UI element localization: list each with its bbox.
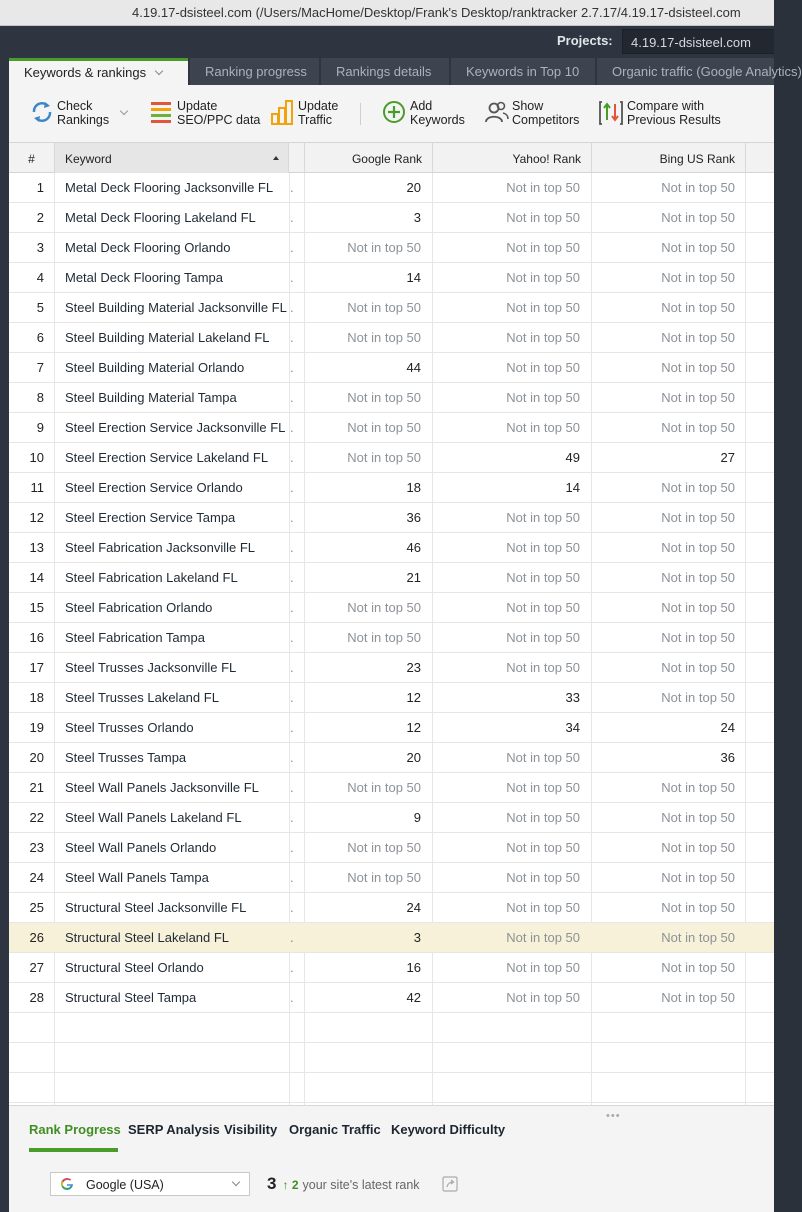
google-logo-icon — [60, 1177, 74, 1191]
rank-change — [282, 1178, 298, 1192]
row-number: 2 — [36, 210, 44, 225]
col-header-number[interactable]: # — [9, 143, 55, 173]
extra-cell: . — [290, 240, 294, 255]
yahoo-rank-cell: Not in top 50 — [506, 510, 580, 525]
google-rank-cell: 20 — [406, 180, 421, 195]
sort-ascending-icon — [273, 156, 279, 160]
google-rank-cell: 12 — [406, 720, 421, 735]
row-number: 1 — [36, 180, 44, 195]
keyword-cell: Steel Erection Service Orlando — [65, 480, 243, 495]
keyword-cell: Structural Steel Orlando — [65, 960, 204, 975]
table-row[interactable] — [9, 713, 774, 743]
tab-rank-progress[interactable]: Rank Progress — [29, 1122, 121, 1137]
extra-cell: . — [290, 210, 294, 225]
google-rank-cell: 42 — [406, 990, 421, 1005]
update-seo-label-1: Update — [177, 99, 218, 113]
table-row[interactable] — [9, 203, 774, 233]
keyword-cell: Metal Deck Flooring Tampa — [65, 270, 223, 285]
rank-change-value: 2 — [291, 1178, 299, 1192]
yahoo-rank-cell: Not in top 50 — [506, 300, 580, 315]
yahoo-rank-cell: 33 — [565, 690, 580, 705]
tab-ranking-progress[interactable] — [190, 58, 319, 85]
bing-rank-cell: Not in top 50 — [661, 690, 735, 705]
table-row[interactable] — [9, 443, 774, 473]
row-number: 17 — [29, 660, 44, 675]
keyword-cell: Steel Building Material Lakeland FL — [65, 330, 270, 345]
keyword-cell: Metal Deck Flooring Lakeland FL — [65, 210, 256, 225]
table-row[interactable] — [9, 173, 774, 203]
tab-label: Rankings details — [336, 64, 432, 79]
active-tab-indicator — [29, 1148, 118, 1152]
row-number: 28 — [29, 990, 44, 1005]
projects-label: Projects: — [557, 33, 613, 48]
row-number: 22 — [29, 810, 44, 825]
table-row[interactable] — [9, 923, 774, 953]
toolbar — [9, 85, 774, 143]
extra-cell: . — [290, 960, 294, 975]
keyword-cell: Steel Erection Service Lakeland FL — [65, 450, 269, 465]
table-row[interactable] — [9, 653, 774, 683]
keyword-cell: Steel Building Material Tampa — [65, 390, 237, 405]
yahoo-rank-cell: Not in top 50 — [506, 240, 580, 255]
chevron-down-icon[interactable] — [155, 67, 163, 75]
google-rank-cell: 36 — [406, 510, 421, 525]
row-number: 20 — [29, 750, 44, 765]
row-number: 24 — [29, 870, 44, 885]
table-row[interactable] — [9, 563, 774, 593]
bing-rank-cell: Not in top 50 — [661, 870, 735, 885]
compare-results-button[interactable] — [599, 98, 729, 128]
yahoo-rank-cell: Not in top 50 — [506, 360, 580, 375]
tab-keywords-rankings[interactable] — [9, 58, 188, 85]
row-number: 10 — [29, 450, 44, 465]
google-rank-cell: 3 — [413, 210, 421, 225]
google-rank-cell: Not in top 50 — [347, 300, 421, 315]
yahoo-rank-cell: Not in top 50 — [506, 660, 580, 675]
google-rank-cell: Not in top 50 — [347, 450, 421, 465]
bing-rank-cell: Not in top 50 — [661, 330, 735, 345]
row-number: 13 — [29, 540, 44, 555]
yahoo-rank-cell: Not in top 50 — [506, 540, 580, 555]
toolbar-divider — [360, 103, 361, 125]
extra-cell: . — [290, 540, 294, 555]
google-rank-cell: Not in top 50 — [347, 630, 421, 645]
yahoo-rank-cell: Not in top 50 — [506, 780, 580, 795]
bing-rank-cell: 27 — [720, 450, 735, 465]
extra-cell: . — [290, 390, 294, 405]
keyword-cell: Steel Trusses Tampa — [65, 750, 187, 765]
bing-rank-cell: Not in top 50 — [661, 390, 735, 405]
window-titlebar — [0, 0, 774, 26]
table-row[interactable] — [9, 263, 774, 293]
google-rank-cell: 23 — [406, 660, 421, 675]
google-rank-cell: Not in top 50 — [347, 330, 421, 345]
extra-cell: . — [290, 690, 294, 705]
extra-cell: . — [290, 270, 294, 285]
keyword-cell: Steel Building Material Jacksonville FL — [65, 300, 287, 315]
col-header-keyword-label: Keyword — [65, 152, 112, 166]
left-strip — [0, 58, 9, 1212]
yahoo-rank-cell: 49 — [565, 450, 580, 465]
table-row[interactable] — [9, 803, 774, 833]
table-row[interactable] — [9, 983, 774, 1013]
keyword-cell: Steel Wall Panels Jacksonville FL — [65, 780, 259, 795]
bing-rank-cell: Not in top 50 — [661, 180, 735, 195]
bing-rank-cell: Not in top 50 — [661, 540, 735, 555]
row-number: 7 — [36, 360, 44, 375]
extra-cell: . — [290, 180, 294, 195]
add-keywords-label-1: Add — [410, 99, 433, 113]
extra-cell: . — [290, 660, 294, 675]
bing-rank-cell: Not in top 50 — [661, 360, 735, 375]
row-number: 6 — [36, 330, 44, 345]
extra-cell: . — [290, 870, 294, 885]
refresh-icon — [29, 98, 55, 126]
check-rankings-dropdown-icon[interactable] — [120, 107, 128, 115]
google-rank-cell: 20 — [406, 750, 421, 765]
add-keywords-button[interactable] — [382, 98, 472, 128]
yahoo-rank-cell: Not in top 50 — [506, 210, 580, 225]
row-number: 18 — [29, 690, 44, 705]
tab-keyword-difficulty[interactable]: Keyword Difficulty — [391, 1122, 506, 1137]
table-row[interactable] — [9, 233, 774, 263]
table-row[interactable] — [9, 293, 774, 323]
keyword-cell: Steel Fabrication Jacksonville FL — [65, 540, 256, 555]
bing-rank-cell: Not in top 50 — [661, 210, 735, 225]
table-header — [9, 143, 774, 173]
tab-keywords-top10[interactable] — [451, 58, 595, 85]
yahoo-rank-cell: Not in top 50 — [506, 840, 580, 855]
bing-rank-cell: Not in top 50 — [661, 420, 735, 435]
keyword-cell: Structural Steel Lakeland FL — [65, 930, 230, 945]
yahoo-rank-cell: Not in top 50 — [506, 390, 580, 405]
keyword-cell: Structural Steel Tampa — [65, 990, 197, 1005]
row-number: 27 — [29, 960, 44, 975]
keyword-cell: Steel Erection Service Tampa — [65, 510, 236, 525]
table-row[interactable] — [9, 503, 774, 533]
show-competitors-button[interactable] — [484, 98, 584, 128]
window-title: 4.19.17-dsisteel.com (/Users/MacHome/Desktop/Frank's Desktop/ranktracker 2.7.17/4.19.17-dsisteel.com — [132, 5, 741, 20]
show-competitors-label-1: Show — [512, 99, 544, 113]
projects-bar — [0, 26, 774, 58]
table-row[interactable] — [9, 533, 774, 563]
tab-label: Organic traffic (Google Analytics) — [612, 64, 802, 79]
keyword-cell: Steel Wall Panels Orlando — [65, 840, 217, 855]
yahoo-rank-cell: 14 — [565, 480, 580, 495]
table-row[interactable] — [9, 953, 774, 983]
bing-rank-cell: Not in top 50 — [661, 810, 735, 825]
latest-rank — [267, 1174, 420, 1194]
google-rank-cell: 21 — [406, 570, 421, 585]
yahoo-rank-cell: Not in top 50 — [506, 960, 580, 975]
bottom-panel — [9, 1105, 774, 1212]
google-rank-cell: Not in top 50 — [347, 420, 421, 435]
row-number: 12 — [29, 510, 44, 525]
yahoo-rank-cell: Not in top 50 — [506, 180, 580, 195]
table-row[interactable] — [9, 833, 774, 863]
row-number: 11 — [30, 480, 44, 495]
row-number: 23 — [29, 840, 44, 855]
search-engine-value: Google (USA) — [86, 1178, 164, 1192]
bing-rank-cell: Not in top 50 — [661, 990, 735, 1005]
check-rankings-button[interactable] — [29, 98, 115, 128]
bing-rank-cell: Not in top 50 — [661, 780, 735, 795]
rank-value: 3 — [267, 1174, 277, 1193]
bing-rank-cell: Not in top 50 — [661, 510, 735, 525]
col-header-keyword[interactable] — [55, 143, 289, 173]
table-row[interactable] — [9, 473, 774, 503]
col-header-yahoo[interactable]: Yahoo! Rank — [433, 143, 592, 173]
row-number: 4 — [36, 270, 44, 285]
keyword-cell: Steel Trusses Lakeland FL — [65, 690, 219, 705]
tab-serp-analysis[interactable]: SERP Analysis — [128, 1122, 220, 1137]
row-number: 14 — [29, 570, 44, 585]
keyword-cell: Steel Fabrication Lakeland FL — [65, 570, 238, 585]
col-header-bing[interactable]: Bing US Rank — [592, 143, 746, 173]
table-row[interactable] — [9, 743, 774, 773]
keyword-cell: Steel Fabrication Orlando — [65, 600, 213, 615]
tab-label: Keywords in Top 10 — [466, 64, 580, 79]
row-number: 5 — [36, 300, 44, 315]
row-number: 3 — [36, 240, 44, 255]
keyword-cell: Steel Building Material Orlando — [65, 360, 245, 375]
google-rank-cell: Not in top 50 — [347, 780, 421, 795]
bing-rank-cell: Not in top 50 — [661, 240, 735, 255]
tab-organic-traffic[interactable] — [597, 58, 802, 85]
extra-cell: . — [290, 810, 294, 825]
google-rank-cell: 46 — [406, 540, 421, 555]
google-rank-cell: 16 — [406, 960, 421, 975]
extra-cell: . — [290, 720, 294, 735]
google-rank-cell: 9 — [413, 810, 421, 825]
extra-cell: . — [290, 300, 294, 315]
row-number: 19 — [29, 720, 44, 735]
resize-grip-icon[interactable]: ••• — [606, 1110, 621, 1122]
row-number: 15 — [29, 600, 44, 615]
google-rank-cell: Not in top 50 — [347, 870, 421, 885]
compare-label-2: Previous Results — [627, 113, 721, 127]
search-engine-select[interactable] — [50, 1172, 250, 1196]
check-rankings-label-2: Rankings — [57, 113, 110, 127]
yahoo-rank-cell: 34 — [565, 720, 580, 735]
row-number: 8 — [36, 390, 44, 405]
bing-rank-cell: Not in top 50 — [661, 480, 735, 495]
yahoo-rank-cell: Not in top 50 — [506, 600, 580, 615]
update-traffic-button[interactable] — [270, 98, 350, 128]
google-rank-cell: Not in top 50 — [347, 390, 421, 405]
yahoo-rank-cell: Not in top 50 — [506, 420, 580, 435]
users-icon — [484, 98, 510, 126]
keyword-cell: Steel Trusses Orlando — [65, 720, 194, 735]
table-row[interactable] — [9, 323, 774, 353]
bing-rank-cell: Not in top 50 — [661, 270, 735, 285]
extra-cell: . — [290, 780, 294, 795]
bing-rank-cell: 24 — [720, 720, 735, 735]
google-rank-cell: 44 — [406, 360, 421, 375]
extra-cell: . — [290, 330, 294, 345]
extra-cell: . — [290, 630, 294, 645]
bing-rank-cell: Not in top 50 — [661, 840, 735, 855]
bing-rank-cell: Not in top 50 — [661, 960, 735, 975]
keyword-cell: Steel Wall Panels Tampa — [65, 870, 209, 885]
table-row[interactable] — [9, 893, 774, 923]
table-row[interactable] — [9, 863, 774, 893]
col-header-google[interactable]: Google Rank — [305, 143, 433, 173]
bing-rank-cell: Not in top 50 — [661, 300, 735, 315]
extra-cell: . — [290, 450, 294, 465]
check-rankings-label-1: Check — [57, 99, 93, 113]
row-number: 21 — [29, 780, 44, 795]
extra-cell: . — [290, 840, 294, 855]
export-icon[interactable] — [442, 1176, 458, 1192]
update-traffic-label-1: Update — [298, 99, 339, 113]
rank-description: your site's latest rank — [302, 1178, 420, 1192]
google-rank-cell: 12 — [406, 690, 421, 705]
keyword-cell: Metal Deck Flooring Orlando — [65, 240, 231, 255]
extra-cell: . — [290, 570, 294, 585]
keyword-cell: Structural Steel Jacksonville FL — [65, 900, 247, 915]
table-row[interactable] — [9, 413, 774, 443]
extra-cell: . — [290, 600, 294, 615]
yahoo-rank-cell: Not in top 50 — [506, 900, 580, 915]
google-rank-cell: 3 — [413, 930, 421, 945]
yahoo-rank-cell: Not in top 50 — [506, 810, 580, 825]
yahoo-rank-cell: Not in top 50 — [506, 270, 580, 285]
yahoo-rank-cell: Not in top 50 — [506, 990, 580, 1005]
google-rank-cell: Not in top 50 — [347, 240, 421, 255]
show-competitors-label-2: Competitors — [512, 113, 580, 127]
tab-rankings-details[interactable] — [321, 58, 449, 85]
table-row[interactable] — [9, 773, 774, 803]
extra-cell: . — [290, 480, 294, 495]
table-row[interactable] — [9, 593, 774, 623]
yahoo-rank-cell: Not in top 50 — [506, 630, 580, 645]
compare-label-1: Compare with — [627, 99, 705, 113]
list-bars-icon — [149, 98, 175, 126]
project-select[interactable]: 4.19.17-dsisteel.com — [622, 29, 774, 54]
arrow-up-icon: ↑ — [282, 1178, 289, 1192]
table-row[interactable] — [9, 623, 774, 653]
table-row[interactable] — [9, 683, 774, 713]
plus-circle-icon — [382, 98, 408, 126]
yahoo-rank-cell: Not in top 50 — [506, 570, 580, 585]
add-keywords-label-2: Keywords — [410, 113, 465, 127]
google-rank-cell: Not in top 50 — [347, 600, 421, 615]
extra-cell: . — [290, 990, 294, 1005]
empty-row — [9, 1043, 774, 1073]
extra-cell: . — [290, 900, 294, 915]
main-tabs — [9, 58, 802, 85]
extra-cell: . — [290, 360, 294, 375]
row-number: 16 — [29, 630, 44, 645]
bing-rank-cell: Not in top 50 — [661, 570, 735, 585]
google-rank-cell: Not in top 50 — [347, 840, 421, 855]
yahoo-rank-cell: Not in top 50 — [506, 930, 580, 945]
bar-chart-icon — [270, 98, 296, 126]
yahoo-rank-cell: Not in top 50 — [506, 330, 580, 345]
table-row[interactable] — [9, 353, 774, 383]
keywords-table — [9, 143, 774, 1105]
extra-cell: . — [290, 750, 294, 765]
keyword-cell: Metal Deck Flooring Jacksonville FL — [65, 180, 274, 195]
bing-rank-cell: Not in top 50 — [661, 600, 735, 615]
tab-visibility[interactable]: Visibility — [224, 1122, 278, 1137]
update-traffic-label-2: Traffic — [298, 113, 333, 127]
bing-rank-cell: Not in top 50 — [661, 660, 735, 675]
bing-rank-cell: Not in top 50 — [661, 900, 735, 915]
chevron-down-icon — [232, 1178, 240, 1186]
row-number: 9 — [36, 420, 44, 435]
update-seo-label-2: SEO/PPC data — [177, 113, 261, 127]
yahoo-rank-cell: Not in top 50 — [506, 870, 580, 885]
row-number: 25 — [29, 900, 44, 915]
keyword-cell: Steel Wall Panels Lakeland FL — [65, 810, 242, 825]
table-row[interactable] — [9, 383, 774, 413]
google-rank-cell: 24 — [406, 900, 421, 915]
row-number: 26 — [29, 930, 44, 945]
yahoo-rank-cell: Not in top 50 — [506, 750, 580, 765]
bing-rank-cell: 36 — [720, 750, 735, 765]
keyword-cell: Steel Trusses Jacksonville FL — [65, 660, 237, 675]
tab-organic-traffic-bottom[interactable]: Organic Traffic — [289, 1122, 381, 1137]
col-header-extra[interactable] — [289, 143, 305, 173]
empty-row — [9, 1073, 774, 1103]
tab-label: Ranking progress — [205, 64, 307, 79]
update-seo-button[interactable] — [149, 98, 259, 128]
google-rank-cell: 14 — [406, 270, 421, 285]
keyword-cell: Steel Fabrication Tampa — [65, 630, 205, 645]
extra-cell: . — [290, 930, 294, 945]
tab-label: Keywords & rankings — [24, 65, 147, 80]
extra-cell: . — [290, 510, 294, 525]
extra-cell: . — [290, 420, 294, 435]
keyword-cell: Steel Erection Service Jacksonville FL — [65, 420, 286, 435]
google-rank-cell: 18 — [406, 480, 421, 495]
bing-rank-cell: Not in top 50 — [661, 630, 735, 645]
empty-row — [9, 1013, 774, 1043]
compare-arrows-icon — [599, 98, 625, 126]
bing-rank-cell: Not in top 50 — [661, 930, 735, 945]
